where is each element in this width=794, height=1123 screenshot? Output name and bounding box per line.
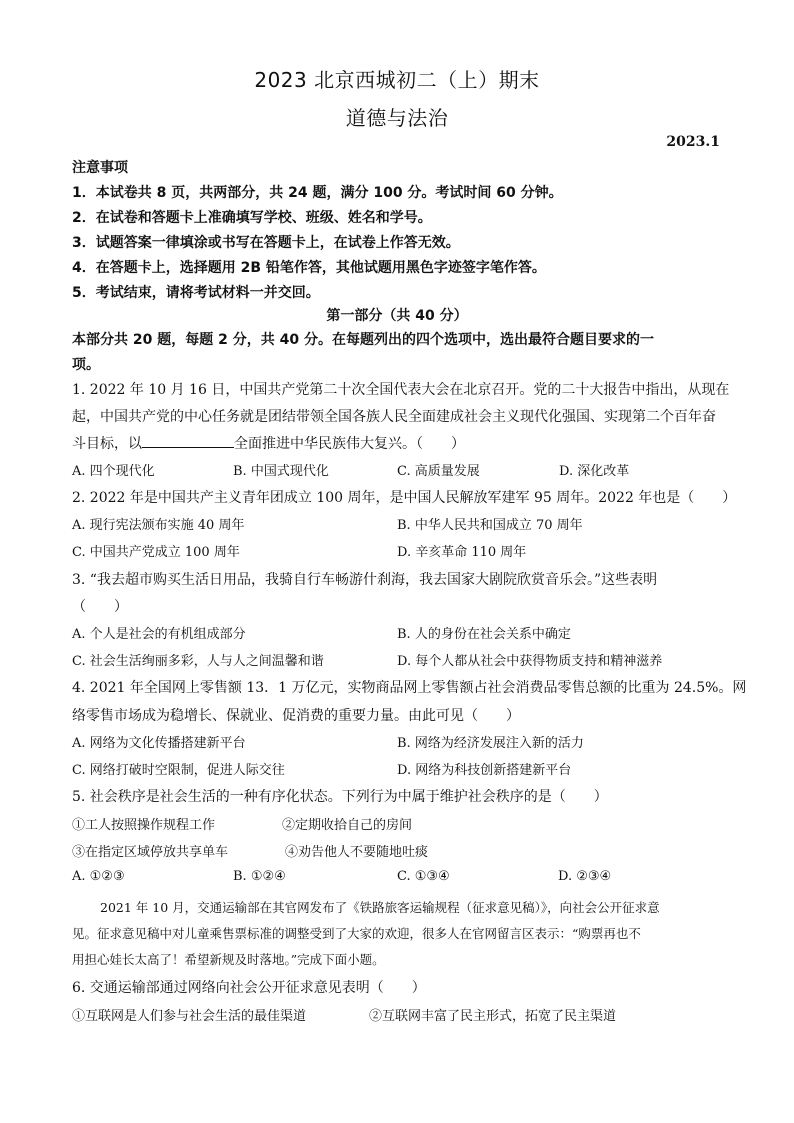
q5-option-d: D. ②③④ (558, 869, 612, 884)
q3-option-d: D. 每个人都从社会中获得物质支持和精神滋养 (397, 654, 663, 669)
notice-item: 5．考试结束，请将考试材料一并交回。 (72, 285, 320, 301)
q3-option-c: C. 社会生活绚丽多彩，人与人之间温馨和谐 (72, 654, 324, 669)
q5-option-b: B. ①②④ (233, 869, 286, 884)
q6-stem: 6. 交通运输部通过网络向社会公开征求意见表明（ ） (72, 980, 426, 996)
exam-date: 2023.1 (666, 134, 720, 150)
q4-option-b: B. 网络为经济发展注入新的活力 (397, 736, 584, 751)
q6-item-1: ①互联网是人们参与社会生活的最佳渠道 (72, 1009, 307, 1024)
q3-stem-cont: （ ） (72, 599, 128, 615)
part1-instruction: 本部分共 20 题，每题 2 分，共 40 分。在每题列出的四个选项中，选出最符合题目要求的一 (72, 332, 654, 348)
q5-item-4: ④劝告他人不要随地吐痰 (285, 845, 429, 860)
q1-stem-cont: 起，中国共产党的中心任务就是团结带领全国各族人民全面建成社会主义现代化强国、实现第二个百年奋 (72, 409, 716, 425)
q1-option-a: A. 四个现代化 (72, 464, 155, 479)
q3-option-a: A. 个人是社会的有机组成部分 (72, 627, 246, 642)
notice-heading: 注意事项 (72, 160, 128, 176)
notice-item: 3．试题答案一律填涂或书写在答题卡上，在试卷上作答无效。 (72, 235, 460, 251)
notice-item: 1．本试卷共 8 页，共两部分，共 24 题，满分 100 分。考试时间 60 分钟。 (72, 185, 563, 201)
passage-line: 用担心娃长太高了！希望新规及时落地。”完成下面小题。 (72, 952, 385, 967)
q3-option-b: B. 人的身份在社会关系中确定 (397, 627, 571, 642)
q2-option-d: D. 辛亥革命 110 周年 (397, 545, 527, 560)
notice-item: 4．在答题卡上，选择题用 2B 铅笔作答，其他试题用黑色字迹签字笔作答。 (72, 260, 546, 276)
q1-option-b: B. 中国式现代化 (233, 464, 329, 479)
passage-line: 2021 年 10 月，交通运输部在其官网发布了《铁路旅客运输规程（征求意见稿）》，向社会公开征求意 (100, 900, 660, 915)
exam-title: 2023 北京西城初二（上）期末 (254, 68, 540, 92)
q5-option-a: A. ①②③ (72, 869, 125, 884)
q5-option-c: C. ①③④ (397, 869, 450, 884)
q5-item-1: ①工人按照操作规程工作 (72, 818, 216, 833)
q1-stem-blank-line (72, 433, 722, 453)
q5-item-3: ③在指定区域停放共享单车 (72, 845, 229, 860)
q2-option-a: A. 现行宪法颁布实施 40 周年 (72, 518, 245, 533)
notice-item: 2．在试卷和答题卡上准确填写学校、班级、姓名和学号。 (72, 210, 432, 226)
q1-stem: 1. 2022 年 10 月 16 日，中国共产党第二十次全国代表大会在北京召开。党的二十大报告中指出，从现在 (72, 382, 730, 398)
q4-option-d: D. 网络为科技创新搭建新平台 (397, 763, 572, 778)
q5-item-2: ②定期收拾自己的房间 (282, 818, 413, 833)
q6-item-2: ②互联网丰富了民主形式，拓宽了民主渠道 (369, 1009, 617, 1024)
q4-stem-cont: 络零售市场成为稳增长、保就业、促消费的重要力量。由此可见（ ） (72, 708, 520, 724)
q1-option-d: D. 深化改革 (559, 464, 630, 479)
part1-heading: 第一部分（共 40 分） (326, 308, 468, 324)
answer-blank (142, 434, 234, 448)
q2-option-c: C. 中国共产党成立 100 周年 (72, 545, 240, 560)
q4-option-a: A. 网络为文化传播搭建新平台 (72, 736, 246, 751)
q3-stem: 3. “我去超市购买生活日用品，我骑自行车畅游什刹海，我去国家大剧院欣赏音乐会。”这些表明 (72, 572, 658, 588)
exam-subject: 道德与法治 (345, 106, 449, 130)
passage-line: 见。征求意见稿中对儿童乘售票标准的调整受到了大家的欢迎，很多人在官网留言区表示：“购票再也不 (72, 926, 641, 941)
q5-stem: 5. 社会秩序是社会生活的一种有序化状态。下列行为中属于维护社会秩序的是（ ） (72, 789, 608, 805)
part1-instruction-cont: 项。 (72, 357, 100, 373)
q1-option-c: C. 高质量发展 (397, 464, 480, 479)
q1-stem-before: 斗目标，以 (72, 436, 142, 452)
q4-option-c: C. 网络打破时空限制，促进人际交往 (72, 763, 285, 778)
q2-option-b: B. 中华人民共和国成立 70 周年 (397, 518, 583, 533)
q2-stem: 2. 2022 年是中国共产主义青年团成立 100 周年，是中国人民解放军建军 95 周年。2022 年也是（ ） (72, 490, 737, 506)
q4-stem: 4. 2021 年全国网上零售额 13．1 万亿元，实物商品网上零售额占社会消费品零售总额的比重为 24.5%。网 (72, 680, 747, 696)
q1-stem-after: 全面推进中华民族伟大复兴。（ ） (234, 436, 465, 452)
